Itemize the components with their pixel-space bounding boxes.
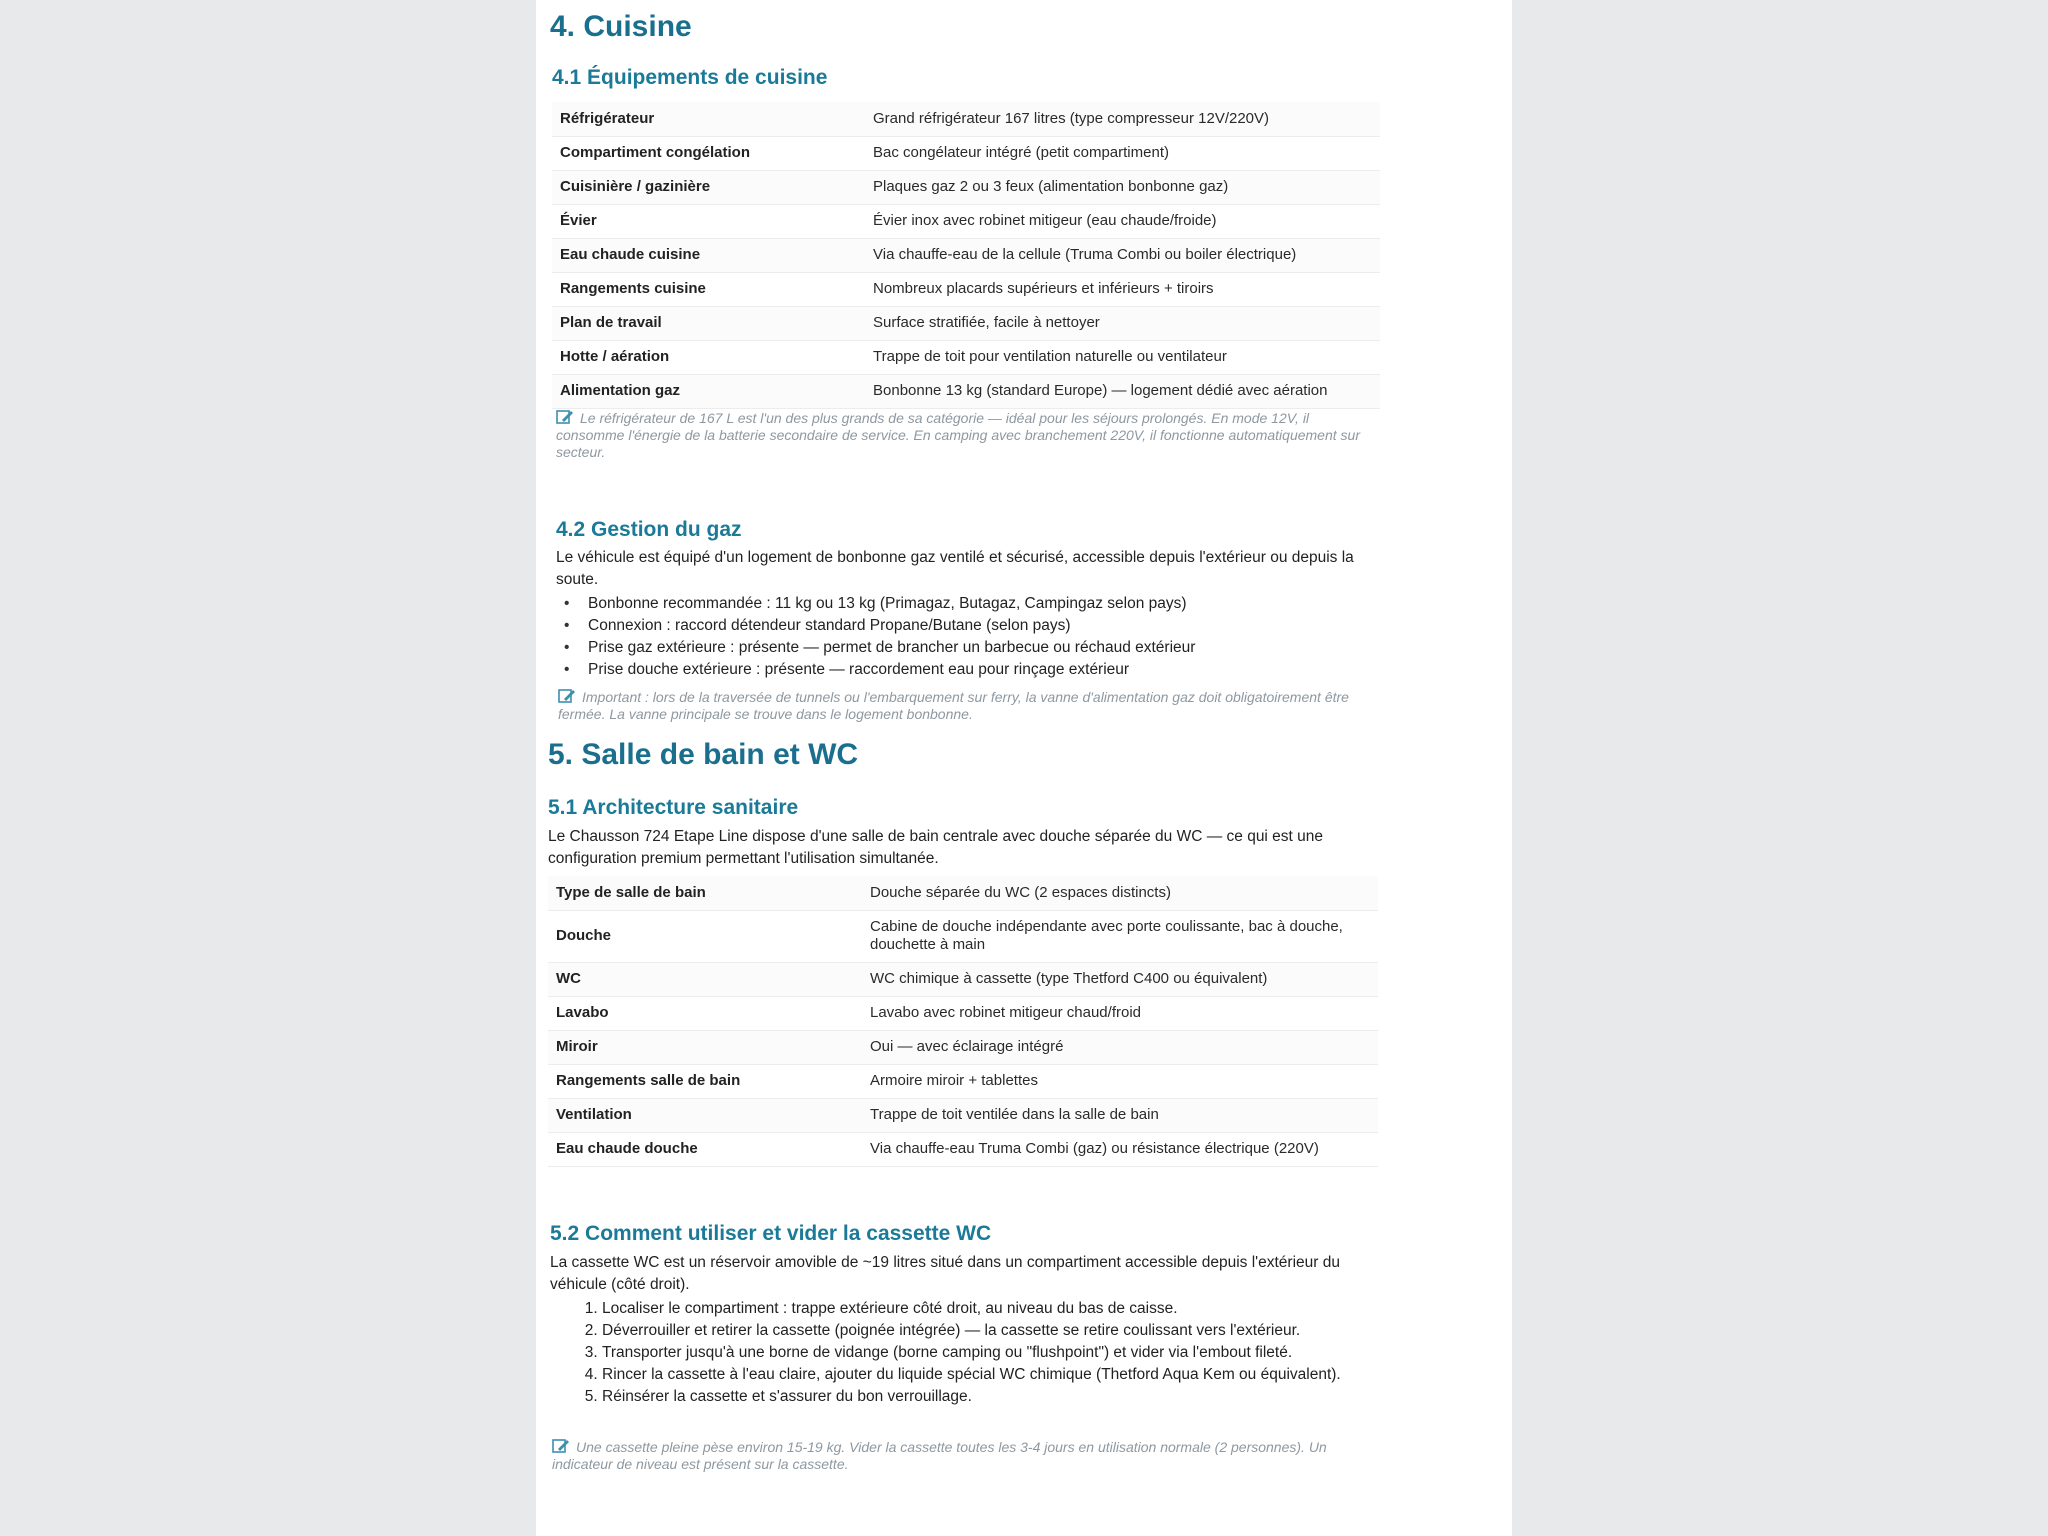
- subsection-5-2-heading: 5.2 Comment utiliser et vider la cassette WC: [550, 1222, 992, 1245]
- spec-label: Cuisinière / gazinière: [552, 170, 865, 204]
- table-row: [552, 340, 1380, 374]
- spec-label: Lavabo: [548, 996, 862, 1030]
- table-row: [548, 910, 1378, 962]
- subsection-4-1-heading: 4.1 Équipements de cuisine: [552, 66, 828, 89]
- table-row: [552, 238, 1380, 272]
- spec-value: WC chimique à cassette (type Thetford C400 ou équivalent): [862, 962, 1378, 996]
- spec-value: Nombreux placards supérieurs et inférieurs + tiroirs: [865, 272, 1380, 306]
- section-5-heading: 5. Salle de bain et WC: [548, 738, 859, 771]
- cassette-note: Une cassette pleine pèse environ 15-19 kg. Vider la cassette toutes les 3-4 jours en utilisation normale (2 personnes). Un indicateur de niveau est présent sur la cassette.: [552, 1439, 1327, 1472]
- pencil-note-icon: [556, 409, 574, 425]
- spec-label: Rangements salle de bain: [548, 1064, 862, 1098]
- list-item: • Prise gaz extérieure : présente — permet de brancher un barbecue ou réchaud extérieur: [588, 637, 1388, 659]
- list-item: 3. Transporter jusqu'à une borne de vidange (borne camping ou "flushpoint") et vider via l'embout fileté.: [602, 1342, 1394, 1364]
- subsection-4-2-heading: 4.2 Gestion du gaz: [556, 518, 742, 541]
- spec-label: Hotte / aération: [552, 340, 865, 374]
- gas-bullet-list: [556, 593, 1388, 681]
- list-item: 2. Déverrouiller et retirer la cassette (poignée intégrée) — la cassette se retire coulissant vers l'extérieur.: [602, 1320, 1394, 1342]
- list-item: 1. Localiser le compartiment : trappe extérieure côté droit, au niveau du bas de caisse.: [602, 1298, 1394, 1320]
- list-item: • Connexion : raccord détendeur standard Propane/Butane (selon pays): [588, 615, 1388, 637]
- table-row: [548, 996, 1378, 1030]
- list-item: 4. Rincer la cassette à l'eau claire, ajouter du liquide spécial WC chimique (Thetford Aqua Kem ou équivalent).: [602, 1364, 1394, 1386]
- spec-label: WC: [548, 962, 862, 996]
- spec-value: Oui — avec éclairage intégré: [862, 1030, 1378, 1064]
- kitchen-note: Le réfrigérateur de 167 L est l'un des plus grands de sa catégorie — idéal pour les séjours prolongés. En mode 12V, il consomme l'énergie de la batterie secondaire de service. En camping avec branchement 220V, il fonctionne automatiquement sur secteur.: [556, 410, 1360, 460]
- spec-label: Alimentation gaz: [552, 374, 865, 408]
- spec-label: Eau chaude cuisine: [552, 238, 865, 272]
- table-row: [548, 1132, 1378, 1166]
- table-row: [552, 204, 1380, 238]
- table-row: [552, 102, 1380, 136]
- table-row: [552, 374, 1380, 408]
- table-row: [548, 1064, 1378, 1098]
- spec-value: Via chauffe-eau de la cellule (Truma Combi ou boiler électrique): [865, 238, 1380, 272]
- spec-label: Miroir: [548, 1030, 862, 1064]
- list-item: 5. Réinsérer la cassette et s'assurer du bon verrouillage.: [602, 1386, 1394, 1408]
- spec-label: Compartiment congélation: [552, 136, 865, 170]
- spec-value: Cabine de douche indépendante avec porte coulissante, bac à douche, douchette à main: [862, 910, 1378, 962]
- spec-label: Réfrigérateur: [552, 102, 865, 136]
- kitchen-equipment-table: [552, 102, 1380, 409]
- spec-value: Armoire miroir + tablettes: [862, 1064, 1378, 1098]
- spec-label: Ventilation: [548, 1098, 862, 1132]
- spec-label: Rangements cuisine: [552, 272, 865, 306]
- table-row: [548, 962, 1378, 996]
- table-row: [548, 876, 1378, 910]
- cassette-intro-paragraph: La cassette WC est un réservoir amovible de ~19 litres situé dans un compartiment accessible depuis l'extérieur du véhicule (côté droit).: [550, 1254, 1340, 1293]
- spec-label: Type de salle de bain: [548, 876, 862, 910]
- table-row: [552, 170, 1380, 204]
- list-item: • Bonbonne recommandée : 11 kg ou 13 kg (Primagaz, Butagaz, Campingaz selon pays): [588, 593, 1388, 615]
- table-row: [548, 1098, 1378, 1132]
- spec-value: Via chauffe-eau Truma Combi (gaz) ou résistance électrique (220V): [862, 1132, 1378, 1166]
- table-row: [548, 1030, 1378, 1064]
- subsection-5-1-heading: 5.1 Architecture sanitaire: [548, 796, 799, 819]
- spec-value: Plaques gaz 2 ou 3 feux (alimentation bonbonne gaz): [865, 170, 1380, 204]
- spec-value: Trappe de toit pour ventilation naturelle ou ventilateur: [865, 340, 1380, 374]
- spec-value: Bac congélateur intégré (petit compartiment): [865, 136, 1380, 170]
- table-row: [552, 272, 1380, 306]
- spec-value: Évier inox avec robinet mitigeur (eau chaude/froide): [865, 204, 1380, 238]
- spec-label: Plan de travail: [552, 306, 865, 340]
- pencil-note-icon: [558, 688, 576, 704]
- sanitary-intro-paragraph: Le Chausson 724 Etape Line dispose d'une salle de bain centrale avec douche séparée du WC — ce qui est une configuration premium permettant l'utilisation simultanée.: [548, 828, 1324, 867]
- bathroom-table: [548, 876, 1378, 1167]
- spec-value: Lavabo avec robinet mitigeur chaud/froid: [862, 996, 1378, 1030]
- spec-label: Douche: [548, 910, 862, 962]
- spec-value: Grand réfrigérateur 167 litres (type compresseur 12V/220V): [865, 102, 1380, 136]
- spec-label: Évier: [552, 204, 865, 238]
- spec-value: Douche séparée du WC (2 espaces distincts): [862, 876, 1378, 910]
- gas-intro-paragraph: Le véhicule est équipé d'un logement de bonbonne gaz ventilé et sécurisé, accessible depuis l'extérieur ou depuis la soute.: [556, 549, 1354, 588]
- spec-value: Surface stratifiée, facile à nettoyer: [865, 306, 1380, 340]
- gas-note: Important : lors de la traversée de tunnels ou l'embarquement sur ferry, la vanne d'alimentation gaz doit obligatoirement être fermée. La vanne principale se trouve dans le logement bonbonne.: [558, 689, 1349, 722]
- spec-value: Bonbonne 13 kg (standard Europe) — logement dédié avec aération: [865, 374, 1380, 408]
- spec-value: Trappe de toit ventilée dans la salle de bain: [862, 1098, 1378, 1132]
- document-page: [536, 0, 1512, 1536]
- cassette-steps-list: [550, 1298, 1394, 1408]
- section-4-heading: 4. Cuisine: [550, 10, 692, 43]
- table-row: [552, 306, 1380, 340]
- pencil-note-icon: [552, 1438, 570, 1454]
- spec-label: Eau chaude douche: [548, 1132, 862, 1166]
- table-row: [552, 136, 1380, 170]
- list-item: • Prise douche extérieure : présente — raccordement eau pour rinçage extérieur: [588, 659, 1388, 681]
